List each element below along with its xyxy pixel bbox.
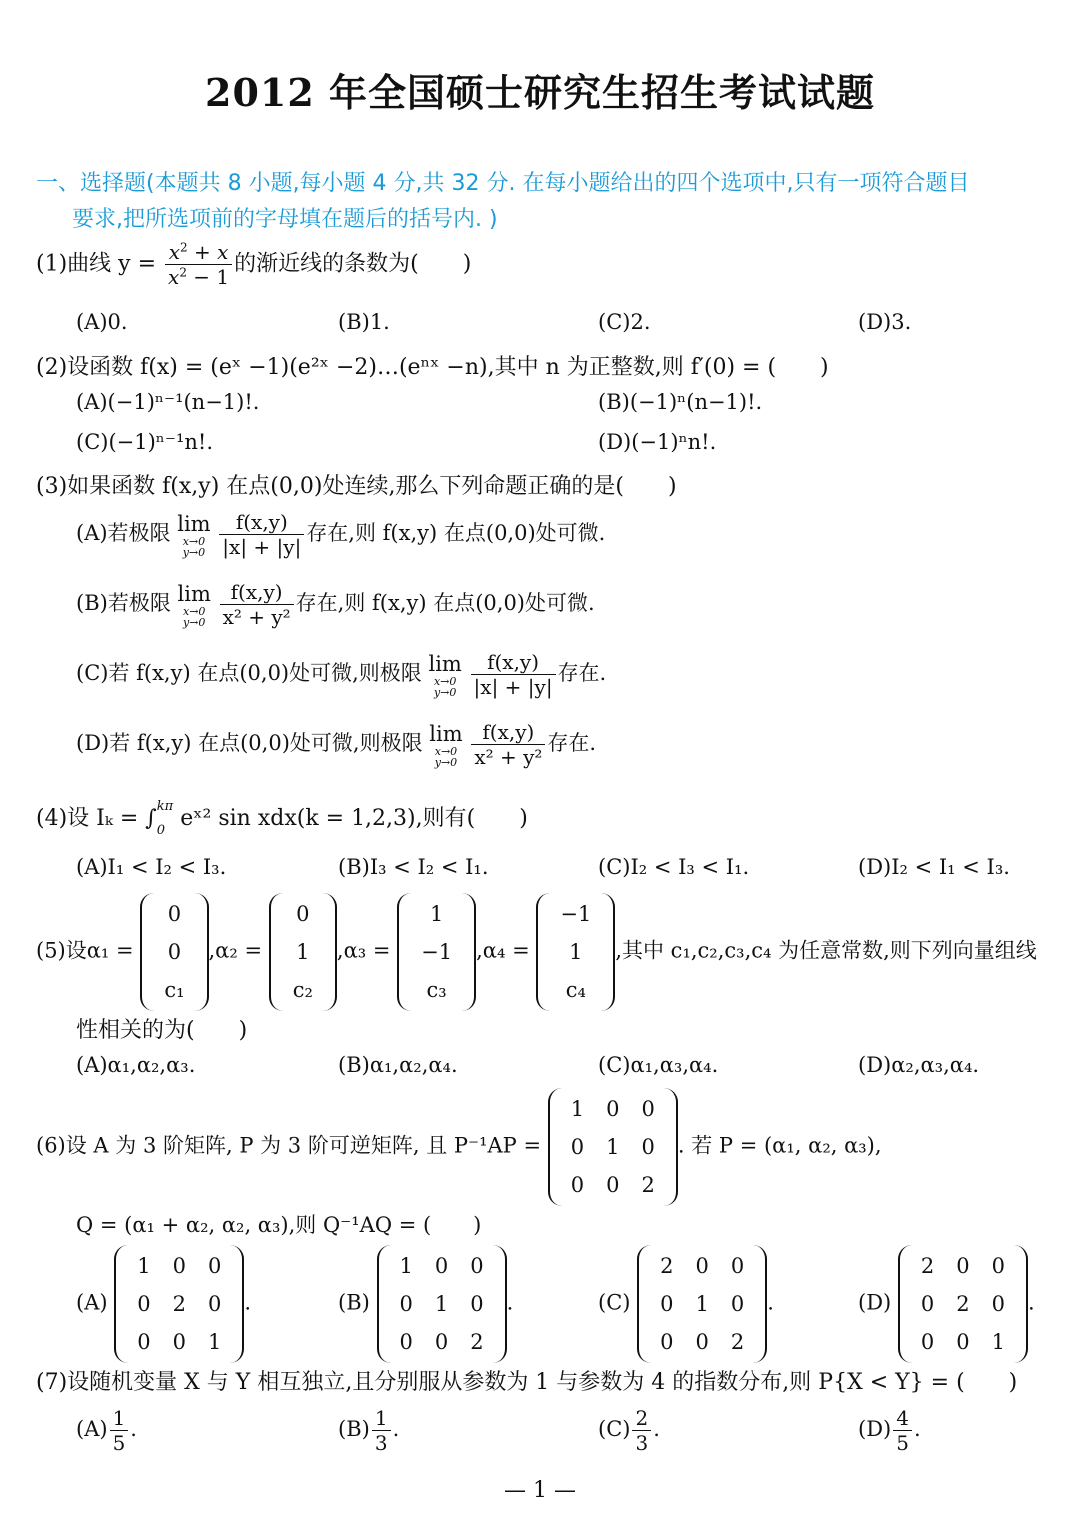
fraction-denominator: 5 <box>896 1431 909 1455</box>
vector-entry: 1 <box>429 902 444 926</box>
question-number: (1) <box>36 251 68 277</box>
vector-entry: 1 <box>569 940 583 964</box>
option-1a: (A)0. <box>76 310 128 334</box>
vector-alpha3 <box>397 893 476 1011</box>
option-3d-prefix: (D)若 f(x,y) 在点(0,0)处可微,则极限 <box>76 731 423 755</box>
vector-entry: c₁ <box>164 978 185 1002</box>
matrix-entry: 1 <box>570 1097 585 1121</box>
question-1-text: 曲线 y = <box>67 251 157 277</box>
vector-alpha1 <box>140 893 208 1011</box>
option-label: (D) <box>858 1417 892 1441</box>
question-5 <box>36 893 1037 1011</box>
option-4c: (C)I₂ < I₃ < I₁. <box>598 855 750 879</box>
fraction-numerator: 1 <box>372 1406 391 1431</box>
option-label: (B) <box>338 1417 370 1441</box>
fraction-numerator: f(x,y) <box>219 510 304 535</box>
matrix-entry: 0 <box>570 1173 585 1197</box>
fraction <box>220 580 294 629</box>
option-3a <box>76 510 605 559</box>
limit-sub-y: y→0 <box>182 545 206 559</box>
fraction-numerator: f(x,y) <box>220 580 294 605</box>
matrix-entry: 0 <box>172 1330 186 1354</box>
option-5a: (A)α₁,α₂,α₃. <box>76 1053 196 1077</box>
option-3a-prefix: (A)若极限 <box>76 521 171 545</box>
option-3c-suffix: 存在. <box>557 661 607 685</box>
option-4d: (D)I₂ < I₁ < I₃. <box>858 855 1010 879</box>
fraction <box>110 1406 129 1455</box>
matrix-entry: 2 <box>730 1330 745 1354</box>
option-2c: (C)(−1)ⁿ⁻¹n!. <box>76 430 214 454</box>
question-6-suffix: . 若 P = (α₁, α₂, α₃), <box>677 1133 882 1158</box>
option-label: (C) <box>598 1417 631 1441</box>
limit-sub-x: x→0 <box>434 744 458 758</box>
option-2d: (D)(−1)ⁿn!. <box>598 430 717 454</box>
matrix-entry: 2 <box>172 1292 186 1316</box>
limit-sub-y: y→0 <box>434 755 458 769</box>
fraction-numerator: 1 <box>110 1406 129 1431</box>
matrix-entry: 0 <box>920 1292 935 1316</box>
option-7b: (B) $\frac{1}{3}$ . <box>338 1406 400 1455</box>
section-heading-line2: 要求,把所选项前的字母填在题后的括号内. ) <box>72 207 498 232</box>
matrix-entry: 1 <box>399 1254 413 1278</box>
option-3a-suffix: 存在,则 f(x,y) 在点(0,0)处可微. <box>306 521 606 545</box>
fraction <box>893 1406 912 1455</box>
matrix-entry: 0 <box>172 1254 186 1278</box>
matrix-entry: 2 <box>956 1292 970 1316</box>
option-5d: (D)α₂,α₃,α₄. <box>858 1053 980 1077</box>
limit-sub-x: x→0 <box>433 674 457 688</box>
curve-fraction: $\frac{x^2 + x}{x^2 - 1}$ <box>165 240 232 289</box>
matrix-entry: 0 <box>137 1330 151 1354</box>
limit <box>178 582 211 628</box>
matrix-option-a <box>114 1245 244 1363</box>
page-number: — 1 — <box>504 1478 576 1503</box>
matrix-entry: 0 <box>434 1330 449 1354</box>
option-6c: (C) 2 0 0 0 1 0 0 0 2 . <box>598 1245 774 1363</box>
matrix-entry: 1 <box>695 1292 709 1316</box>
limit-sub-y: y→0 <box>182 615 206 629</box>
matrix-option-b <box>377 1245 507 1363</box>
option-3d-suffix: 存在. <box>547 731 597 755</box>
option-5b: (B)α₁,α₂,α₄. <box>338 1053 458 1077</box>
question-7: (7)设随机变量 X 与 Y 相互独立,且分别服从参数为 1 与参数为 4 的指数分布,则 P{X < Y} = ( ) <box>36 1370 1018 1395</box>
fraction <box>471 650 556 699</box>
matrix-entry: 0 <box>399 1292 413 1316</box>
limit <box>429 652 462 698</box>
matrix-entry: 0 <box>956 1330 970 1354</box>
fraction-denominator: x² + y² <box>474 745 543 769</box>
matrix-entry: 0 <box>730 1292 745 1316</box>
option-2a: (A)(−1)ⁿ⁻¹(n−1)!. <box>76 390 260 414</box>
question-1-tail: 的渐近线的条数为( ) <box>234 251 472 277</box>
question-5-line2: 性相关的为( ) <box>76 1018 248 1043</box>
matrix-entry: 0 <box>470 1254 484 1278</box>
page-title: 2012 年全国硕士研究生招生考试试题 <box>205 70 875 115</box>
fraction <box>372 1406 391 1455</box>
option-3b <box>76 580 595 629</box>
matrix-entry: 2 <box>920 1254 935 1278</box>
option-label: (B) <box>338 1290 370 1315</box>
matrix-option-d <box>898 1245 1028 1363</box>
section-heading-line1: 一、选择题(本题共 8 小题,每小题 4 分,共 32 分. 在每小题给出的四个选项中,只有一项符合题目 <box>36 171 970 196</box>
alpha3-label: ,α₃ = <box>336 938 391 963</box>
matrix-entry: 0 <box>470 1292 484 1316</box>
fraction-denominator: |x| + |y| <box>473 675 553 699</box>
option-1d: (D)3. <box>858 310 912 334</box>
fraction-denominator: 5 <box>112 1431 126 1455</box>
matrix-entry: 0 <box>208 1292 222 1316</box>
limit-text: lim <box>429 721 463 746</box>
fraction-denominator: 3 <box>374 1431 388 1455</box>
matrix-entry: 0 <box>434 1254 449 1278</box>
matrix-entry: 0 <box>606 1173 620 1197</box>
integral-upper: kπ <box>156 799 174 814</box>
matrix-entry: 0 <box>208 1254 222 1278</box>
option-label: (A) <box>76 1290 108 1315</box>
fraction <box>219 510 304 559</box>
option-3b-suffix: 存在,则 f(x,y) 在点(0,0)处可微. <box>295 591 595 615</box>
matrix-entry: 0 <box>920 1330 935 1354</box>
matrix-entry: 0 <box>730 1254 745 1278</box>
limit-sub-x: x→0 <box>182 604 206 618</box>
matrix-entry: 0 <box>641 1135 655 1159</box>
matrix-entry: 0 <box>991 1254 1006 1278</box>
option-2b: (B)(−1)ⁿ(n−1)!. <box>598 390 763 414</box>
option-3c <box>76 650 606 699</box>
question-1 <box>36 240 471 289</box>
matrix-entry: 0 <box>641 1097 655 1121</box>
limit <box>429 722 462 768</box>
integral-lower: 0 <box>156 823 166 838</box>
option-6b: (B) 1 0 0 0 1 0 0 0 2 . <box>338 1245 513 1363</box>
option-label: (C) <box>598 1290 631 1315</box>
matrix-diag <box>548 1088 678 1206</box>
option-1b: (B)1. <box>338 310 390 334</box>
question-6-line2: Q = (α₁ + α₂, α₂, α₃),则 Q⁻¹AQ = ( ) <box>76 1213 482 1237</box>
question-6-prefix: (6)设 A 为 3 阶矩阵, P 为 3 阶可逆矩阵, 且 P⁻¹AP = <box>36 1133 542 1158</box>
integral-limits <box>157 800 173 838</box>
matrix-entry: 0 <box>570 1135 585 1159</box>
vector-entry: −1 <box>421 940 453 964</box>
question-4 <box>36 800 528 838</box>
option-label: (D) <box>858 1290 892 1315</box>
option-5c: (C)α₁,α₃,α₄. <box>598 1053 719 1077</box>
fraction-numerator: f(x,y) <box>471 720 545 745</box>
question-6 <box>36 1088 882 1206</box>
question-5-prefix: (5)设 <box>36 938 87 963</box>
option-1c: (C)2. <box>598 310 651 334</box>
question-3: (3)如果函数 f(x,y) 在点(0,0)处连续,那么下列命题正确的是( ) <box>36 474 677 499</box>
vector-entry: c₄ <box>565 978 586 1002</box>
fraction <box>471 720 545 769</box>
option-3c-prefix: (C)若 f(x,y) 在点(0,0)处可微,则极限 <box>76 661 422 685</box>
question-4-suffix: eˣ² sin xdx(k = 1,2,3),则有( ) <box>180 806 528 831</box>
limit-sub-x: x→0 <box>182 534 206 548</box>
matrix-entry: 1 <box>208 1330 222 1354</box>
matrix-entry: 2 <box>660 1254 674 1278</box>
question-2: (2)设函数 f(x) = (eˣ −1)(e²ˣ −2)…(eⁿˣ −n),其中 n 为正整数,则 f′(0) = ( ) <box>36 355 829 380</box>
vector-entry: −1 <box>560 902 592 926</box>
vector-entry: 0 <box>167 940 182 964</box>
limit-sub-y: y→0 <box>433 685 457 699</box>
option-3d <box>76 720 596 769</box>
option-7d: (D) $\frac{4}{5}$ . <box>858 1406 921 1455</box>
matrix-entry: 0 <box>660 1330 674 1354</box>
matrix-entry: 2 <box>470 1330 484 1354</box>
matrix-entry: 1 <box>137 1254 151 1278</box>
limit-text: lim <box>177 511 211 536</box>
matrix-entry: 0 <box>660 1292 674 1316</box>
alpha4-label: ,α₄ = <box>476 938 530 963</box>
option-3b-prefix: (B)若极限 <box>76 591 171 615</box>
limit-text: lim <box>428 651 462 676</box>
matrix-entry: 0 <box>956 1254 970 1278</box>
limit <box>177 512 210 558</box>
option-4b: (B)I₃ < I₂ < I₁. <box>338 855 489 879</box>
matrix-entry: 0 <box>695 1254 709 1278</box>
matrix-entry: 1 <box>991 1330 1006 1354</box>
matrix-entry: 0 <box>606 1097 620 1121</box>
fraction-denominator: x² + y² <box>222 605 291 629</box>
vector-entry: 0 <box>296 902 310 926</box>
alpha1-label: α₁ = <box>86 938 134 963</box>
option-4a: (A)I₁ < I₂ < I₃. <box>76 855 227 879</box>
option-7c: (C) $\frac{2}{3}$ . <box>598 1406 660 1455</box>
fraction-numerator: 2 <box>632 1406 651 1431</box>
vector-entry: 1 <box>296 940 310 964</box>
matrix-entry: 2 <box>641 1173 655 1197</box>
fraction-numerator: 4 <box>893 1406 912 1431</box>
vector-entry: c₂ <box>292 978 313 1002</box>
alpha2-label: ,α₂ = <box>208 938 263 963</box>
matrix-entry: 1 <box>606 1135 620 1159</box>
question-5-suffix: ,其中 c₁,c₂,c₃,c₄ 为任意常数,则下列向量组线 <box>615 938 1037 963</box>
matrix-entry: 0 <box>399 1330 413 1354</box>
question-4-prefix: (4)设 Iₖ = ∫ <box>36 806 157 831</box>
vector-alpha2 <box>269 893 337 1011</box>
option-7a: (A) $\frac{1}{5}$ . <box>76 1406 137 1455</box>
fraction-numerator: f(x,y) <box>471 650 556 675</box>
option-6d: (D) 2 0 0 0 2 0 0 0 1 . <box>858 1245 1035 1363</box>
vector-entry: 0 <box>167 902 182 926</box>
fraction-denominator: |x| + |y| <box>222 535 302 559</box>
limit-text: lim <box>177 581 211 606</box>
matrix-entry: 0 <box>137 1292 151 1316</box>
fraction-denominator: 3 <box>635 1431 649 1455</box>
matrix-option-c <box>637 1245 767 1363</box>
vector-alpha4 <box>536 893 615 1011</box>
matrix-entry: 0 <box>695 1330 709 1354</box>
option-6a: (A) 1 0 0 0 2 0 0 0 1 . <box>76 1245 251 1363</box>
fraction <box>632 1406 651 1455</box>
matrix-entry: 0 <box>991 1292 1006 1316</box>
matrix-entry: 1 <box>434 1292 449 1316</box>
vector-entry: c₃ <box>426 978 447 1002</box>
option-label: (A) <box>76 1417 108 1441</box>
